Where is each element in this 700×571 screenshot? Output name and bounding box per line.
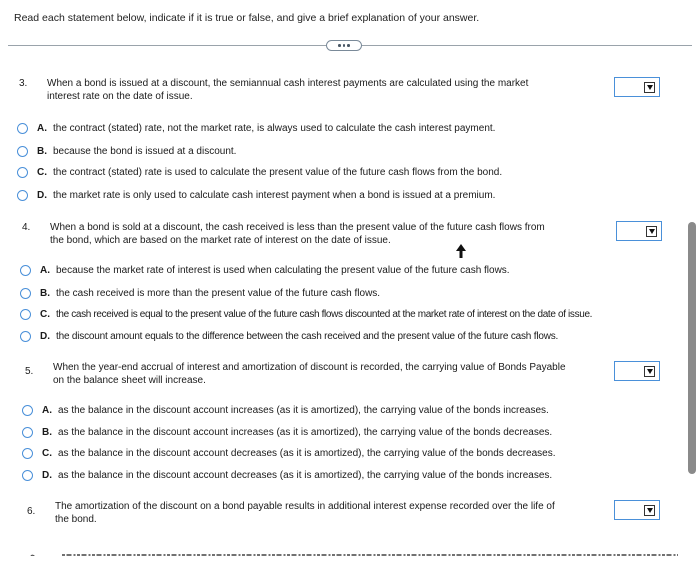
- option-letter: C.: [40, 309, 50, 320]
- question-number: 3.: [19, 78, 28, 89]
- option-3c[interactable]: [17, 167, 502, 178]
- radio-button[interactable]: [17, 167, 28, 178]
- option-text: the discount amount equals to the difference between the cash received and the present value of the future cash flows.: [56, 331, 559, 342]
- radio-button[interactable]: [17, 190, 28, 201]
- option-text: because the market rate of interest is used when calculating the present value of the future cash flows.: [56, 265, 510, 276]
- option-5a[interactable]: [22, 405, 549, 416]
- question-text: the bond.: [55, 514, 97, 525]
- option-5c[interactable]: [22, 448, 556, 459]
- option-text: the market rate is only used to calculate cash interest payment when a bond is issued at a premium.: [53, 190, 496, 201]
- answer-dropdown-3[interactable]: [614, 77, 660, 97]
- radio-button[interactable]: [22, 470, 33, 481]
- answer-dropdown-6[interactable]: [614, 500, 660, 520]
- chevron-down-icon: [646, 226, 657, 237]
- radio-button[interactable]: [20, 331, 31, 342]
- radio-button[interactable]: [22, 427, 33, 438]
- option-3b[interactable]: [17, 146, 236, 157]
- option-5b[interactable]: [22, 427, 552, 438]
- question-number: 5.: [25, 366, 34, 377]
- option-text: because the bond is issued at a discount.: [53, 146, 237, 157]
- option-4d[interactable]: [20, 331, 558, 342]
- question-text: The amortization of the discount on a bond payable results in additional interest expense recorded over the life of: [55, 501, 555, 512]
- option-text: as the balance in the discount account increases (as it is amortized), the carrying value of the bonds decreases.: [58, 427, 553, 438]
- option-letter: B.: [42, 427, 52, 438]
- option-5d[interactable]: [22, 470, 552, 481]
- radio-button[interactable]: [22, 405, 33, 416]
- question-text: the bond, which are based on the market rate of interest on the date of issue.: [50, 235, 391, 246]
- option-4a[interactable]: [20, 265, 510, 276]
- option-text: the cash received is more than the present value of the future cash flows.: [56, 288, 381, 299]
- radio-button[interactable]: [22, 448, 33, 459]
- radio-button[interactable]: [20, 265, 31, 276]
- option-letter: A.: [37, 123, 47, 134]
- chevron-down-icon: [644, 366, 655, 377]
- chevron-down-icon: [644, 82, 655, 93]
- option-letter: D.: [42, 470, 52, 481]
- option-text: as the balance in the discount account increases (as it is amortized), the carrying value of the bonds increases.: [58, 405, 549, 416]
- option-3d[interactable]: [17, 190, 495, 201]
- option-text: the contract (stated) rate is used to calculate the present value of the future cash flows from the bond.: [53, 167, 503, 178]
- question-text: interest rate on the date of issue.: [47, 91, 193, 102]
- option-letter: A.: [40, 265, 50, 276]
- scrollbar-thumb[interactable]: [688, 222, 696, 474]
- answer-dropdown-4[interactable]: [616, 221, 662, 241]
- question-number: 6.: [27, 506, 36, 517]
- radio-button[interactable]: [20, 309, 31, 320]
- option-letter: C.: [37, 167, 47, 178]
- expand-button[interactable]: [326, 40, 362, 51]
- radio-button[interactable]: [17, 146, 28, 157]
- question-text: When a bond is sold at a discount, the cash received is less than the present value of the future cash flows from: [50, 222, 545, 233]
- option-letter: B.: [37, 146, 47, 157]
- question-number: 4.: [22, 222, 31, 233]
- ellipsis-dot: [347, 44, 350, 47]
- ellipsis-dot: [343, 44, 346, 47]
- option-letter: C.: [42, 448, 52, 459]
- chevron-down-icon: [644, 505, 655, 516]
- question-text: When a bond is issued at a discount, the semiannual cash interest payments are calculated using the market: [47, 78, 529, 89]
- radio-button[interactable]: [20, 288, 31, 299]
- option-text: as the balance in the discount account decreases (as it is amortized), the carrying value of the bonds decreases.: [58, 448, 556, 459]
- option-letter: D.: [40, 331, 50, 342]
- option-3a[interactable]: [17, 123, 495, 134]
- option-text: the contract (stated) rate, not the market rate, is always used to calculate the cash interest payment.: [53, 123, 496, 134]
- option-text: as the balance in the discount account decreases (as it is amortized), the carrying value of the bonds increases.: [58, 470, 553, 481]
- radio-button[interactable]: [17, 123, 28, 134]
- answer-dropdown-5[interactable]: [614, 361, 660, 381]
- cutoff-content: [28, 546, 678, 556]
- question-text: When the year-end accrual of interest and amortization of discount is recorded, the carrying value of Bonds Payable: [53, 362, 566, 373]
- option-4c[interactable]: [20, 309, 592, 320]
- option-letter: A.: [42, 405, 52, 416]
- mouse-cursor-icon: [456, 244, 466, 258]
- cutoff-text-strokes: [28, 549, 678, 556]
- option-letter: D.: [37, 190, 47, 201]
- question-text: on the balance sheet will increase.: [53, 375, 206, 386]
- option-text: the cash received is equal to the present value of the future cash flows discounted at the market rate of interest on the date of issue.: [56, 309, 593, 320]
- instructions-text: Read each statement below, indicate if it is true or false, and give a brief explanation of your answer.: [14, 12, 480, 24]
- option-4b[interactable]: [20, 288, 380, 299]
- option-letter: B.: [40, 288, 50, 299]
- ellipsis-icon: [338, 44, 341, 47]
